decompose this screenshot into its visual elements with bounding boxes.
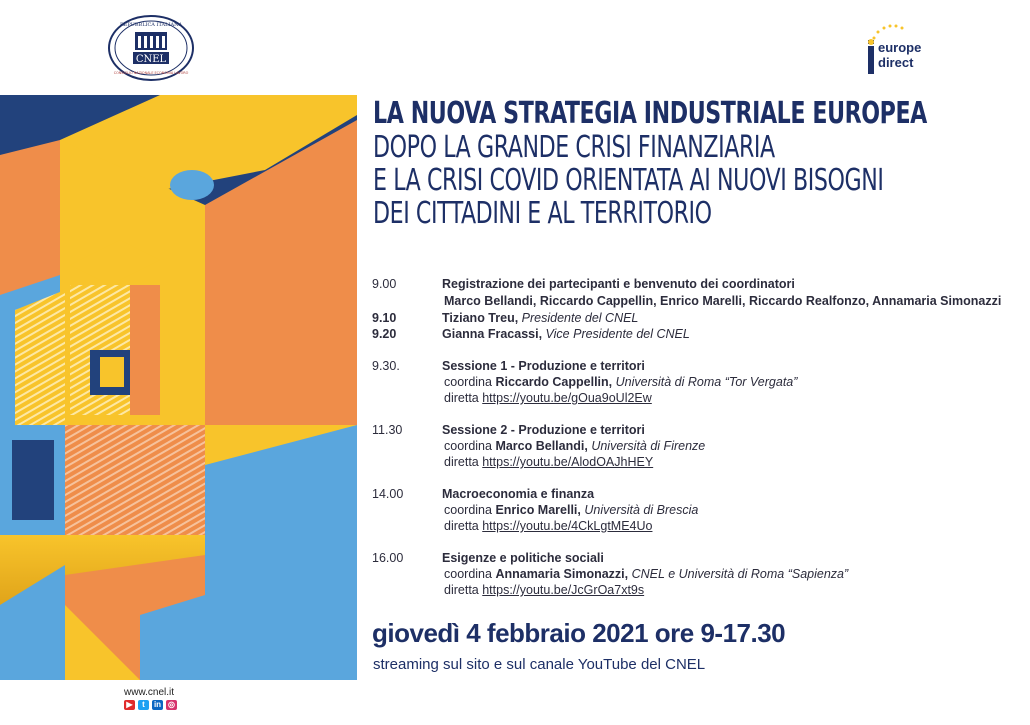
speaker-2-role: Vice Presidente del CNEL: [545, 327, 690, 341]
website-link[interactable]: www.cnel.it: [124, 687, 175, 698]
speaker-1-time: 9.10: [372, 311, 397, 325]
session-link[interactable]: https://youtu.be/AlodOAJhHEY: [482, 455, 654, 469]
session-time: 11.30: [372, 423, 403, 437]
europe-direct-logo: [862, 22, 934, 80]
speaker-1-role: Presidente del CNEL: [521, 311, 639, 325]
event-date: giovedì 4 febbraio 2021 ore 9-17.30: [372, 618, 786, 648]
decorative-cube-artwork: [0, 95, 357, 680]
instagram-icon[interactable]: ◎: [166, 700, 177, 710]
session-live: diretta https://youtu.be/gOua9oUl2Ew: [444, 391, 652, 405]
session-coordinator: coordina Enrico Marelli, Università di Brescia: [444, 503, 699, 517]
opening-time: 9.00: [372, 277, 397, 291]
session-time: 9.30.: [372, 359, 400, 373]
cnel-logo-lower-text: CONSIGLIO NAZIONALE ECONOMIA LAVORO: [113, 71, 189, 75]
cnel-logo: [107, 14, 195, 82]
opening-label: Registrazione dei partecipanti e benvenuto dei coordinatori: [442, 277, 795, 291]
session-title: Sessione 1 - Produzione e territori: [442, 359, 645, 373]
opening-names: Marco Bellandi, Riccardo Cappellin, Enrico Marelli, Riccardo Realfonzo, Annamaria Simonazzi: [444, 294, 1002, 308]
session-title: Esigenze e politiche sociali: [442, 551, 604, 565]
session-live: diretta https://youtu.be/JcGrOa7xt9s: [444, 583, 645, 597]
title-line-4: DEI CITTADINI E AL TERRITORIO: [373, 196, 712, 231]
title-line-1: LA NUOVA STRATEGIA INDUSTRIALE EUROPEA: [373, 96, 927, 131]
twitter-icon[interactable]: t: [138, 700, 149, 710]
speaker-2-time: 9.20: [372, 327, 397, 341]
streaming-info: streaming sul sito e sul canale YouTube del CNEL: [373, 656, 706, 673]
session-title: Macroeconomia e finanza: [442, 487, 595, 501]
social-icons: [124, 700, 177, 710]
title-line-2: DOPO LA GRANDE CRISI FINANZIARIA: [373, 130, 775, 165]
speaker-1-name: Tiziano Treu,: [442, 311, 519, 325]
session-coordinator: coordina Riccardo Cappellin, Università di Roma “Tor Vergata”: [444, 375, 798, 389]
session-time: 16.00: [372, 551, 404, 565]
session-live: diretta https://youtu.be/AlodOAJhHEY: [444, 455, 654, 469]
session-link[interactable]: https://youtu.be/gOua9oUl2Ew: [482, 391, 652, 405]
session-live: diretta https://youtu.be/4CkLgtME4Uo: [444, 519, 653, 533]
cnel-logo-ring-text: REPUBBLICA ITALIANA: [119, 22, 183, 28]
session-link[interactable]: https://youtu.be/4CkLgtME4Uo: [482, 519, 653, 533]
europe-direct-line1: europe: [878, 40, 922, 55]
session-coordinator: coordina Annamaria Simonazzi, CNEL e Università di Roma “Sapienza”: [444, 567, 849, 581]
linkedin-icon[interactable]: in: [153, 700, 162, 709]
speaker-2-name: Gianna Fracassi,: [442, 327, 543, 341]
event-title: [373, 96, 1013, 230]
europe-direct-line2: direct: [878, 55, 914, 70]
session-link[interactable]: https://youtu.be/JcGrOa7xt9s: [482, 583, 645, 597]
session-title: Sessione 2 - Produzione e territori: [442, 423, 645, 437]
youtube-icon[interactable]: ▶: [124, 700, 135, 710]
title-line-3: E LA CRISI COVID ORIENTATA AI NUOVI BISOGNI: [373, 163, 884, 198]
session-time: 14.00: [372, 487, 404, 501]
session-coordinator: coordina Marco Bellandi, Università di Firenze: [444, 439, 706, 453]
cnel-logo-name: CNEL: [135, 54, 167, 65]
